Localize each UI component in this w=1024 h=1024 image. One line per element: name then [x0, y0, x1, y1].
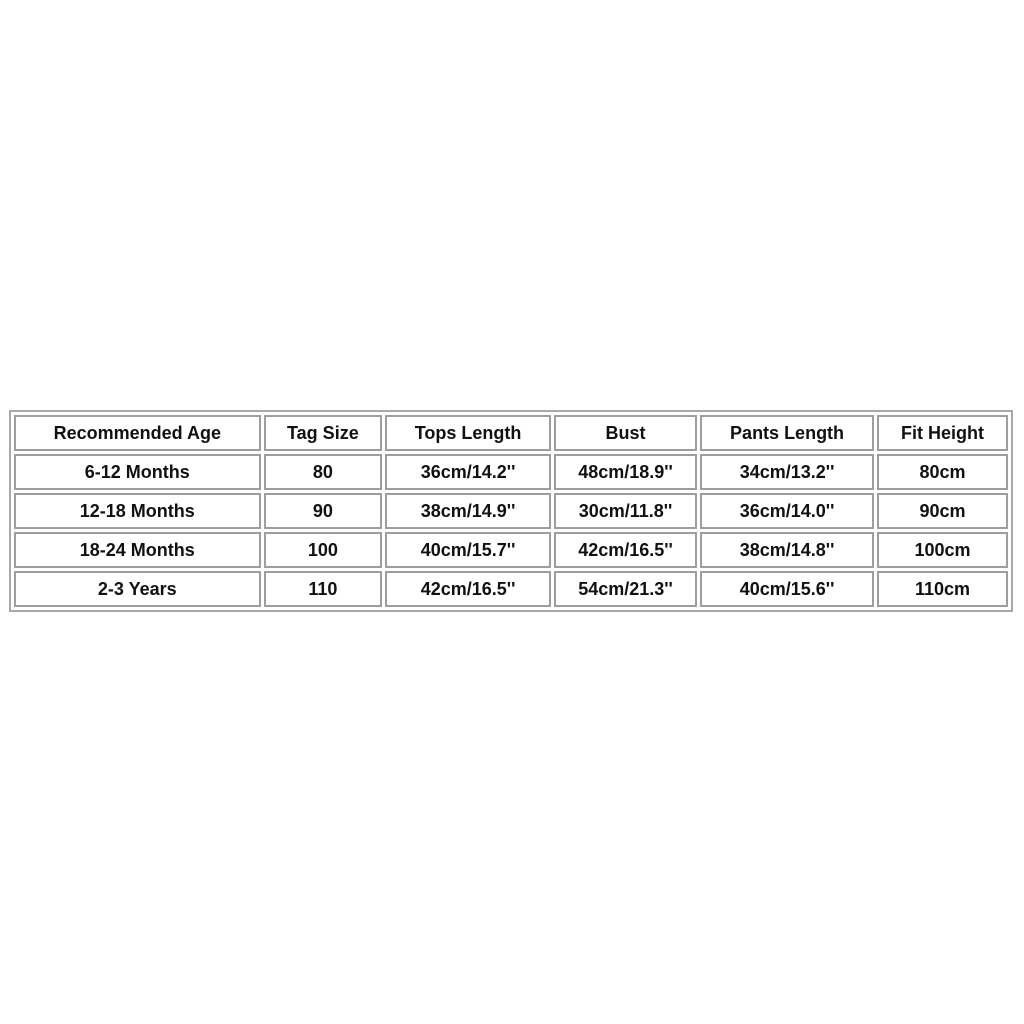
- header-recommended-age: Recommended Age: [14, 415, 261, 451]
- header-tag-size: Tag Size: [264, 415, 383, 451]
- cell-tops-length: 40cm/15.7'': [385, 532, 551, 568]
- cell-recommended-age: 6-12 Months: [14, 454, 261, 490]
- cell-tag-size: 90: [264, 493, 383, 529]
- cell-recommended-age: 12-18 Months: [14, 493, 261, 529]
- cell-bust: 54cm/21.3'': [554, 571, 697, 607]
- header-fit-height: Fit Height: [877, 415, 1008, 451]
- header-tops-length: Tops Length: [385, 415, 551, 451]
- table-row: [14, 454, 1008, 490]
- cell-tag-size: 110: [264, 571, 383, 607]
- cell-pants-length: 34cm/13.2'': [700, 454, 874, 490]
- cell-tops-length: 42cm/16.5'': [385, 571, 551, 607]
- table-row: [14, 571, 1008, 607]
- cell-recommended-age: 18-24 Months: [14, 532, 261, 568]
- cell-tag-size: 100: [264, 532, 383, 568]
- cell-pants-length: 38cm/14.8'': [700, 532, 874, 568]
- header-pants-length: Pants Length: [700, 415, 874, 451]
- cell-pants-length: 40cm/15.6'': [700, 571, 874, 607]
- cell-fit-height: 90cm: [877, 493, 1008, 529]
- table-header-row: [14, 415, 1008, 451]
- table-row: [14, 493, 1008, 529]
- header-bust: Bust: [554, 415, 697, 451]
- cell-bust: 42cm/16.5'': [554, 532, 697, 568]
- cell-bust: 30cm/11.8'': [554, 493, 697, 529]
- cell-tag-size: 80: [264, 454, 383, 490]
- size-chart-table: [9, 410, 1013, 612]
- cell-tops-length: 38cm/14.9'': [385, 493, 551, 529]
- cell-pants-length: 36cm/14.0'': [700, 493, 874, 529]
- cell-tops-length: 36cm/14.2'': [385, 454, 551, 490]
- table-row: [14, 532, 1008, 568]
- cell-fit-height: 100cm: [877, 532, 1008, 568]
- cell-bust: 48cm/18.9'': [554, 454, 697, 490]
- cell-fit-height: 80cm: [877, 454, 1008, 490]
- cell-recommended-age: 2-3 Years: [14, 571, 261, 607]
- cell-fit-height: 110cm: [877, 571, 1008, 607]
